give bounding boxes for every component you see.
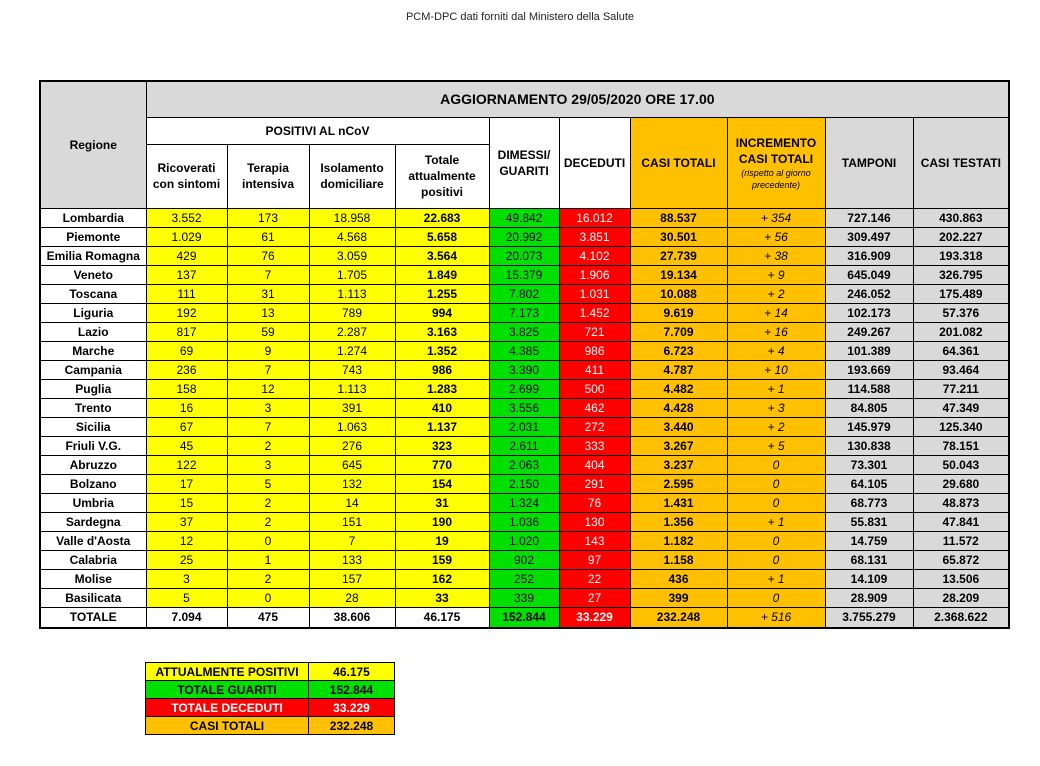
deceduti-cell: 27: [559, 588, 630, 607]
casi-totali-cell: 88.537: [630, 208, 727, 227]
tamponi-cell: 645.049: [825, 265, 913, 284]
total-isolamento: 38.606: [309, 607, 395, 628]
table-row: [40, 379, 1009, 398]
ricoverati-cell: 25: [146, 550, 227, 569]
incremento-cell: 0: [727, 531, 825, 550]
tamponi-cell: 130.838: [825, 436, 913, 455]
isolamento-cell: 7: [309, 531, 395, 550]
header-tamponi: TAMPONI: [825, 117, 913, 208]
region-name: Friuli V.G.: [40, 436, 146, 455]
isolamento-cell: 3.059: [309, 246, 395, 265]
header-deceduti: DECEDUTI: [559, 117, 630, 208]
tamponi-cell: 68.773: [825, 493, 913, 512]
totale-positivi-cell: 162: [395, 569, 489, 588]
totale-positivi-cell: 1.283: [395, 379, 489, 398]
ricoverati-cell: 15: [146, 493, 227, 512]
table-row: [40, 455, 1009, 474]
terapia-cell: 2: [227, 569, 309, 588]
incremento-cell: + 2: [727, 284, 825, 303]
header-casi-totali: CASI TOTALI: [630, 117, 727, 208]
region-name: Toscana: [40, 284, 146, 303]
casi-totali-cell: 3.440: [630, 417, 727, 436]
casi-testati-cell: 65.872: [913, 550, 1009, 569]
casi-testati-cell: 77.211: [913, 379, 1009, 398]
terapia-cell: 3: [227, 455, 309, 474]
dimessi-cell: 2.699: [489, 379, 559, 398]
isolamento-cell: 151: [309, 512, 395, 531]
covid-regional-table: [39, 80, 1010, 629]
tamponi-cell: 246.052: [825, 284, 913, 303]
totale-positivi-cell: 3.564: [395, 246, 489, 265]
tamponi-cell: 14.109: [825, 569, 913, 588]
summary-label: ATTUALMENTE POSITIVI: [146, 663, 309, 681]
update-banner: AGGIORNAMENTO 29/05/2020 ORE 17.00: [146, 81, 1009, 117]
totale-positivi-cell: 994: [395, 303, 489, 322]
casi-testati-cell: 201.082: [913, 322, 1009, 341]
terapia-cell: 2: [227, 493, 309, 512]
tamponi-cell: 28.909: [825, 588, 913, 607]
incremento-cell: + 1: [727, 512, 825, 531]
total-casi-totali: 232.248: [630, 607, 727, 628]
deceduti-cell: 16.012: [559, 208, 630, 227]
isolamento-cell: 28: [309, 588, 395, 607]
incremento-cell: + 1: [727, 379, 825, 398]
header-totale-positivi: Totale attualmente positivi: [395, 144, 489, 208]
total-tamponi: 3.755.279: [825, 607, 913, 628]
casi-totali-cell: 1.182: [630, 531, 727, 550]
deceduti-cell: 97: [559, 550, 630, 569]
tamponi-cell: 55.831: [825, 512, 913, 531]
isolamento-cell: 1.063: [309, 417, 395, 436]
isolamento-cell: 1.113: [309, 284, 395, 303]
terapia-cell: 0: [227, 531, 309, 550]
casi-testati-cell: 13.506: [913, 569, 1009, 588]
summary-row: [146, 663, 395, 681]
casi-totali-cell: 4.482: [630, 379, 727, 398]
region-name: Bolzano: [40, 474, 146, 493]
ricoverati-cell: 69: [146, 341, 227, 360]
casi-totali-cell: 1.431: [630, 493, 727, 512]
tamponi-cell: 145.979: [825, 417, 913, 436]
summary-value: 232.248: [309, 717, 395, 735]
region-name: Abruzzo: [40, 455, 146, 474]
isolamento-cell: 2.287: [309, 322, 395, 341]
summary-table: [145, 662, 395, 735]
deceduti-cell: 143: [559, 531, 630, 550]
ricoverati-cell: 192: [146, 303, 227, 322]
totale-positivi-cell: 323: [395, 436, 489, 455]
ricoverati-cell: 111: [146, 284, 227, 303]
dimessi-cell: 252: [489, 569, 559, 588]
incremento-cell: + 16: [727, 322, 825, 341]
incremento-cell: + 14: [727, 303, 825, 322]
incremento-cell: + 2: [727, 417, 825, 436]
tamponi-cell: 14.759: [825, 531, 913, 550]
deceduti-cell: 404: [559, 455, 630, 474]
dimessi-cell: 1.020: [489, 531, 559, 550]
totale-positivi-cell: 770: [395, 455, 489, 474]
region-name: Piemonte: [40, 227, 146, 246]
region-name: Valle d'Aosta: [40, 531, 146, 550]
summary-label: TOTALE DECEDUTI: [146, 699, 309, 717]
casi-testati-cell: 47.349: [913, 398, 1009, 417]
incremento-cell: + 1: [727, 569, 825, 588]
terapia-cell: 3: [227, 398, 309, 417]
ricoverati-cell: 817: [146, 322, 227, 341]
casi-testati-cell: 28.209: [913, 588, 1009, 607]
tamponi-cell: 249.267: [825, 322, 913, 341]
summary-value: 33.229: [309, 699, 395, 717]
region-name: Lazio: [40, 322, 146, 341]
ricoverati-cell: 1.029: [146, 227, 227, 246]
totale-positivi-cell: 33: [395, 588, 489, 607]
totale-positivi-cell: 31: [395, 493, 489, 512]
casi-totali-cell: 4.428: [630, 398, 727, 417]
terapia-cell: 31: [227, 284, 309, 303]
casi-totali-cell: 4.787: [630, 360, 727, 379]
table-row: [40, 303, 1009, 322]
header-positivi-group: POSITIVI AL nCoV: [146, 117, 489, 144]
region-name: Sardegna: [40, 512, 146, 531]
dimessi-cell: 7.173: [489, 303, 559, 322]
deceduti-cell: 1.031: [559, 284, 630, 303]
ricoverati-cell: 16: [146, 398, 227, 417]
deceduti-cell: 462: [559, 398, 630, 417]
casi-testati-cell: 193.318: [913, 246, 1009, 265]
page-title: PCM-DPC dati forniti dal Ministero della Salute: [405, 11, 635, 23]
header-dimessi: DIMESSI/ GUARITI: [489, 117, 559, 208]
region-name: Veneto: [40, 265, 146, 284]
dimessi-cell: 1.036: [489, 512, 559, 531]
casi-testati-cell: 48.873: [913, 493, 1009, 512]
isolamento-cell: 1.113: [309, 379, 395, 398]
tamponi-cell: 316.909: [825, 246, 913, 265]
tamponi-cell: 73.301: [825, 455, 913, 474]
table-row: [40, 246, 1009, 265]
incremento-cell: 0: [727, 493, 825, 512]
ricoverati-cell: 37: [146, 512, 227, 531]
isolamento-cell: 133: [309, 550, 395, 569]
deceduti-cell: 272: [559, 417, 630, 436]
terapia-cell: 59: [227, 322, 309, 341]
isolamento-cell: 157: [309, 569, 395, 588]
table-row: [40, 531, 1009, 550]
region-name: Sicilia: [40, 417, 146, 436]
dimessi-cell: 20.073: [489, 246, 559, 265]
dimessi-cell: 902: [489, 550, 559, 569]
dimessi-cell: 49.842: [489, 208, 559, 227]
casi-testati-cell: 202.227: [913, 227, 1009, 246]
deceduti-cell: 411: [559, 360, 630, 379]
totale-positivi-cell: 1.849: [395, 265, 489, 284]
summary-value: 46.175: [309, 663, 395, 681]
casi-testati-cell: 50.043: [913, 455, 1009, 474]
region-name: Emilia Romagna: [40, 246, 146, 265]
isolamento-cell: 391: [309, 398, 395, 417]
dimessi-cell: 20.992: [489, 227, 559, 246]
table-row: [40, 322, 1009, 341]
terapia-cell: 12: [227, 379, 309, 398]
summary-label: TOTALE GUARITI: [146, 681, 309, 699]
header-region: Regione: [40, 81, 146, 208]
dimessi-cell: 339: [489, 588, 559, 607]
casi-totali-cell: 399: [630, 588, 727, 607]
tamponi-cell: 114.588: [825, 379, 913, 398]
ricoverati-cell: 3: [146, 569, 227, 588]
isolamento-cell: 4.568: [309, 227, 395, 246]
totale-positivi-cell: 5.658: [395, 227, 489, 246]
dimessi-cell: 7.802: [489, 284, 559, 303]
tamponi-cell: 84.805: [825, 398, 913, 417]
header-casi-testati: CASI TESTATI: [913, 117, 1009, 208]
dimessi-cell: 3.556: [489, 398, 559, 417]
ricoverati-cell: 45: [146, 436, 227, 455]
casi-totali-cell: 27.739: [630, 246, 727, 265]
dimessi-cell: 3.825: [489, 322, 559, 341]
total-dimessi: 152.844: [489, 607, 559, 628]
ricoverati-cell: 3.552: [146, 208, 227, 227]
table-row: [40, 417, 1009, 436]
incremento-cell: 0: [727, 455, 825, 474]
table-row: [40, 569, 1009, 588]
table-row: [40, 398, 1009, 417]
tamponi-cell: 64.105: [825, 474, 913, 493]
casi-totali-cell: 1.158: [630, 550, 727, 569]
isolamento-cell: 789: [309, 303, 395, 322]
dimessi-cell: 3.390: [489, 360, 559, 379]
incremento-cell: + 3: [727, 398, 825, 417]
terapia-cell: 5: [227, 474, 309, 493]
incremento-cell: + 38: [727, 246, 825, 265]
region-name: Molise: [40, 569, 146, 588]
deceduti-cell: 22: [559, 569, 630, 588]
dimessi-cell: 4.385: [489, 341, 559, 360]
ricoverati-cell: 122: [146, 455, 227, 474]
deceduti-cell: 500: [559, 379, 630, 398]
total-casi-testati: 2.368.622: [913, 607, 1009, 628]
ricoverati-cell: 429: [146, 246, 227, 265]
casi-testati-cell: 125.340: [913, 417, 1009, 436]
casi-testati-cell: 78.151: [913, 436, 1009, 455]
region-name: Liguria: [40, 303, 146, 322]
casi-totali-cell: 30.501: [630, 227, 727, 246]
isolamento-cell: 14: [309, 493, 395, 512]
totale-positivi-cell: 1.137: [395, 417, 489, 436]
terapia-cell: 9: [227, 341, 309, 360]
region-name: Marche: [40, 341, 146, 360]
header-incremento-note: (rispetto al giorno precedente): [741, 167, 811, 190]
dimessi-cell: 2.150: [489, 474, 559, 493]
terapia-cell: 0: [227, 588, 309, 607]
deceduti-cell: 721: [559, 322, 630, 341]
terapia-cell: 76: [227, 246, 309, 265]
casi-totali-cell: 9.619: [630, 303, 727, 322]
casi-totali-cell: 7.709: [630, 322, 727, 341]
isolamento-cell: 276: [309, 436, 395, 455]
header-ricoverati: Ricoverati con sintomi: [146, 144, 227, 208]
incremento-cell: + 9: [727, 265, 825, 284]
totale-positivi-cell: 1.255: [395, 284, 489, 303]
header-incremento-label: INCREMENTO CASI TOTALI: [735, 135, 817, 166]
terapia-cell: 13: [227, 303, 309, 322]
incremento-cell: + 5: [727, 436, 825, 455]
terapia-cell: 1: [227, 550, 309, 569]
region-name: Trento: [40, 398, 146, 417]
incremento-cell: 0: [727, 474, 825, 493]
ricoverati-cell: 17: [146, 474, 227, 493]
total-terapia: 475: [227, 607, 309, 628]
region-name: Lombardia: [40, 208, 146, 227]
ricoverati-cell: 236: [146, 360, 227, 379]
table-row: [40, 474, 1009, 493]
table-row: [40, 550, 1009, 569]
totale-positivi-cell: 1.352: [395, 341, 489, 360]
isolamento-cell: 1.705: [309, 265, 395, 284]
total-incremento: + 516: [727, 607, 825, 628]
summary-row: [146, 681, 395, 699]
casi-testati-cell: 175.489: [913, 284, 1009, 303]
region-name: Campania: [40, 360, 146, 379]
summary-label: CASI TOTALI: [146, 717, 309, 735]
table-row: [40, 436, 1009, 455]
casi-testati-cell: 47.841: [913, 512, 1009, 531]
ricoverati-cell: 5: [146, 588, 227, 607]
deceduti-cell: 291: [559, 474, 630, 493]
ricoverati-cell: 12: [146, 531, 227, 550]
summary-row: [146, 699, 395, 717]
deceduti-cell: 1.452: [559, 303, 630, 322]
table-row: [40, 227, 1009, 246]
header-isolamento: Isolamento domiciliare: [309, 144, 395, 208]
incremento-cell: 0: [727, 550, 825, 569]
deceduti-cell: 986: [559, 341, 630, 360]
summary-row: [146, 717, 395, 735]
terapia-cell: 2: [227, 512, 309, 531]
terapia-cell: 173: [227, 208, 309, 227]
tamponi-cell: 68.131: [825, 550, 913, 569]
totale-positivi-cell: 190: [395, 512, 489, 531]
terapia-cell: 61: [227, 227, 309, 246]
totale-positivi-cell: 3.163: [395, 322, 489, 341]
incremento-cell: 0: [727, 588, 825, 607]
totale-positivi-cell: 159: [395, 550, 489, 569]
deceduti-cell: 4.102: [559, 246, 630, 265]
tamponi-cell: 102.173: [825, 303, 913, 322]
ricoverati-cell: 137: [146, 265, 227, 284]
deceduti-cell: 333: [559, 436, 630, 455]
tamponi-cell: 101.389: [825, 341, 913, 360]
region-name: Calabria: [40, 550, 146, 569]
incremento-cell: + 56: [727, 227, 825, 246]
header-terapia: Terapia intensiva: [227, 144, 309, 208]
dimessi-cell: 2.063: [489, 455, 559, 474]
total-positivi: 46.175: [395, 607, 489, 628]
incremento-cell: + 4: [727, 341, 825, 360]
region-name: Basilicata: [40, 588, 146, 607]
totale-positivi-cell: 410: [395, 398, 489, 417]
region-name: Puglia: [40, 379, 146, 398]
totale-positivi-cell: 19: [395, 531, 489, 550]
deceduti-cell: 1.906: [559, 265, 630, 284]
incremento-cell: + 10: [727, 360, 825, 379]
tamponi-cell: 309.497: [825, 227, 913, 246]
total-row: [40, 607, 1009, 628]
dimessi-cell: 2.031: [489, 417, 559, 436]
table-row: [40, 265, 1009, 284]
dimessi-cell: 1.324: [489, 493, 559, 512]
casi-totali-cell: 1.356: [630, 512, 727, 531]
dimessi-cell: 2.611: [489, 436, 559, 455]
terapia-cell: 7: [227, 265, 309, 284]
casi-testati-cell: 430.863: [913, 208, 1009, 227]
terapia-cell: 2: [227, 436, 309, 455]
table-row: [40, 493, 1009, 512]
casi-testati-cell: 326.795: [913, 265, 1009, 284]
casi-testati-cell: 29.680: [913, 474, 1009, 493]
casi-totali-cell: 2.595: [630, 474, 727, 493]
ricoverati-cell: 67: [146, 417, 227, 436]
isolamento-cell: 645: [309, 455, 395, 474]
isolamento-cell: 743: [309, 360, 395, 379]
isolamento-cell: 132: [309, 474, 395, 493]
casi-totali-cell: 3.267: [630, 436, 727, 455]
casi-totali-cell: 436: [630, 569, 727, 588]
table-row: [40, 208, 1009, 227]
isolamento-cell: 1.274: [309, 341, 395, 360]
ricoverati-cell: 158: [146, 379, 227, 398]
casi-testati-cell: 64.361: [913, 341, 1009, 360]
table-row: [40, 341, 1009, 360]
casi-totali-cell: 3.237: [630, 455, 727, 474]
casi-totali-cell: 19.134: [630, 265, 727, 284]
summary-value: 152.844: [309, 681, 395, 699]
total-ricoverati: 7.094: [146, 607, 227, 628]
deceduti-cell: 3.851: [559, 227, 630, 246]
deceduti-cell: 76: [559, 493, 630, 512]
casi-testati-cell: 11.572: [913, 531, 1009, 550]
dimessi-cell: 15.379: [489, 265, 559, 284]
casi-totali-cell: 10.088: [630, 284, 727, 303]
casi-testati-cell: 93.464: [913, 360, 1009, 379]
deceduti-cell: 130: [559, 512, 630, 531]
totale-positivi-cell: 986: [395, 360, 489, 379]
total-deceduti: 33.229: [559, 607, 630, 628]
region-name: Umbria: [40, 493, 146, 512]
table-row: [40, 360, 1009, 379]
header-incremento: [727, 117, 825, 208]
tamponi-cell: 727.146: [825, 208, 913, 227]
isolamento-cell: 18.958: [309, 208, 395, 227]
casi-totali-cell: 6.723: [630, 341, 727, 360]
table-row: [40, 284, 1009, 303]
table-row: [40, 588, 1009, 607]
tamponi-cell: 193.669: [825, 360, 913, 379]
total-label: TOTALE: [40, 607, 146, 628]
totale-positivi-cell: 22.683: [395, 208, 489, 227]
casi-testati-cell: 57.376: [913, 303, 1009, 322]
terapia-cell: 7: [227, 360, 309, 379]
terapia-cell: 7: [227, 417, 309, 436]
incremento-cell: + 354: [727, 208, 825, 227]
totale-positivi-cell: 154: [395, 474, 489, 493]
table-row: [40, 512, 1009, 531]
